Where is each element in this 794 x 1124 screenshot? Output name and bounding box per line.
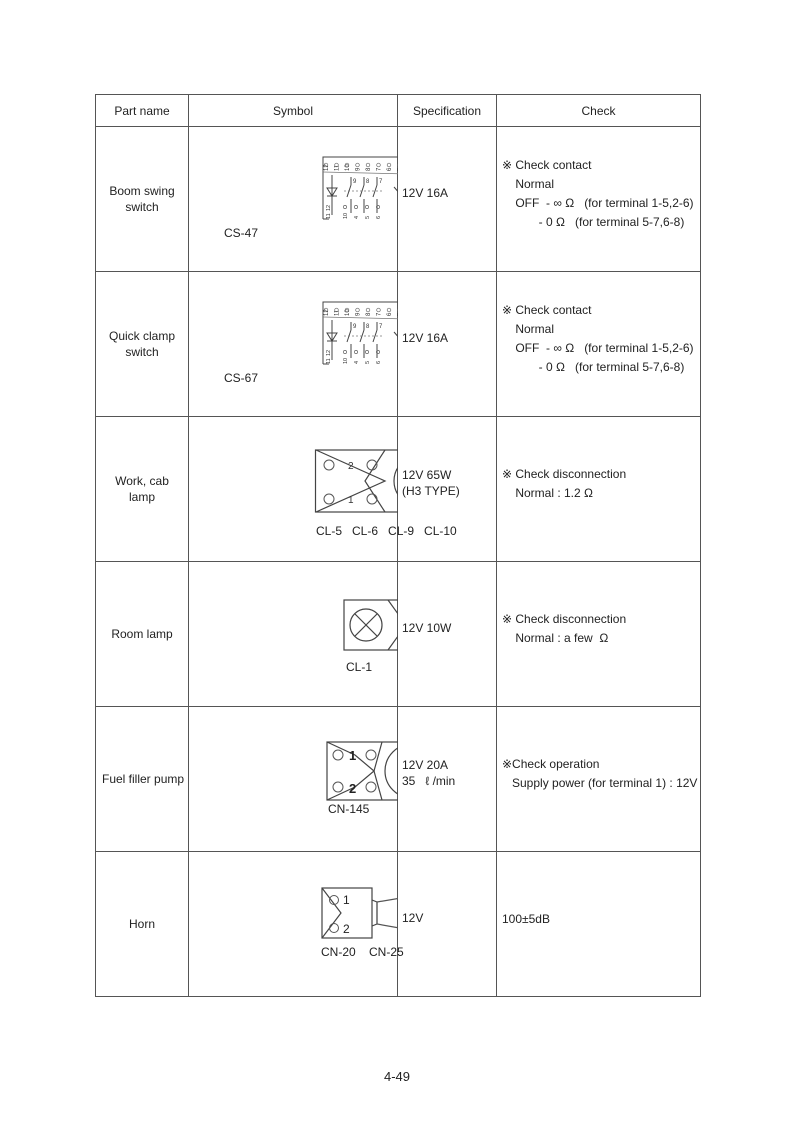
check-line: Normal xyxy=(502,177,555,191)
spec-cell xyxy=(398,417,497,562)
check-cell xyxy=(497,417,701,562)
work-lamp-symbol xyxy=(189,417,398,561)
pin-label: 1 xyxy=(343,893,350,907)
terminal-label: 11 xyxy=(326,358,332,364)
header-check: Check xyxy=(497,95,701,127)
check-line: 100±5dB xyxy=(502,911,550,926)
header-symbol: Symbol xyxy=(189,95,398,127)
pin-label: 1 xyxy=(348,495,354,506)
part-name-line: Fuel filler pump xyxy=(102,772,185,786)
spec-cell xyxy=(398,127,497,272)
table-row xyxy=(96,707,701,852)
part-name-line: Boom swing xyxy=(109,184,175,198)
terminal-label: 9 xyxy=(353,324,357,330)
symbol-label: CN-145 xyxy=(328,802,370,816)
symbol-label: CS-47 xyxy=(224,226,259,240)
terminal-label: 12 xyxy=(324,164,330,171)
part-name-cell xyxy=(96,272,189,417)
part-name-cell xyxy=(96,417,189,562)
terminal-pin xyxy=(377,308,381,312)
symbol-cell xyxy=(189,272,398,417)
check-line: Supply power (for terminal 1) : 12V xyxy=(502,776,698,790)
check-line: ※ Check disconnection xyxy=(502,612,627,626)
terminal-label: 11 xyxy=(334,309,341,316)
spec-cell xyxy=(398,562,497,707)
terminal-label: 6 xyxy=(387,312,393,316)
part-name-line: lamp xyxy=(128,490,155,504)
terminal-label: 10 xyxy=(343,212,349,219)
part-name-cell xyxy=(96,127,189,272)
spec-line: 35 ℓ /min xyxy=(402,774,456,788)
horn-symbol xyxy=(189,852,398,996)
symbol-cell xyxy=(189,562,398,707)
terminal-label: 8 xyxy=(366,312,372,316)
table-row xyxy=(96,127,701,272)
check-cell xyxy=(497,852,701,997)
terminal-label: 6 xyxy=(376,215,382,219)
spec-line: 12V xyxy=(402,911,424,925)
header-row xyxy=(96,95,701,127)
terminal-label: 4 xyxy=(354,360,360,364)
rocker-switch-symbol xyxy=(189,127,398,271)
check-cell xyxy=(497,562,701,707)
terminal-pin xyxy=(387,308,391,312)
check-line: - 0 Ω (for terminal 5-7,6-8) xyxy=(502,215,685,229)
part-name-cell xyxy=(96,562,189,707)
spec-line: 12V 10W xyxy=(402,621,452,635)
part-name-line: switch xyxy=(125,200,159,214)
check-line: ※ Check contact xyxy=(502,158,592,172)
terminal-label: 6 xyxy=(376,360,382,364)
terminal-pin xyxy=(356,308,360,312)
spec-line: 12V 20A xyxy=(402,758,449,772)
terminal-label: 8 xyxy=(366,167,372,171)
check-cell xyxy=(497,707,701,852)
terminal-label: 7 xyxy=(379,179,383,185)
lamp-icon xyxy=(394,456,398,506)
terminal-label: 5 xyxy=(365,360,371,364)
table-row xyxy=(96,417,701,562)
symbol-label: CL-1 xyxy=(346,660,373,674)
spec-line: 12V 16A xyxy=(402,331,449,345)
symbol-label: CN-20 CN-25 xyxy=(321,945,404,959)
terminal-label: 8 xyxy=(366,179,370,185)
table-row xyxy=(96,272,701,417)
part-name-line: Work, cab xyxy=(115,474,169,488)
terminal-label: 8 xyxy=(366,324,370,330)
terminal-label: 7 xyxy=(376,167,383,171)
check-line: - 0 Ω (for terminal 5-7,6-8) xyxy=(502,360,685,374)
motor-icon xyxy=(385,744,398,798)
pin-label: 2 xyxy=(343,922,350,936)
terminal-label: 6 xyxy=(387,167,393,171)
terminal-label: 12 xyxy=(326,349,332,356)
check-line: ※ Check contact xyxy=(502,303,592,317)
check-cell xyxy=(497,127,701,272)
terminal-label: 7 xyxy=(376,312,383,316)
terminal-label: 9 xyxy=(355,312,362,316)
check-line: ※Check operation xyxy=(502,757,600,771)
check-line: Normal : 1.2 Ω xyxy=(502,486,593,500)
part-name-line: Horn xyxy=(128,917,155,931)
rocker-switch-symbol xyxy=(189,272,398,416)
room-lamp-symbol xyxy=(189,562,398,706)
table-row xyxy=(96,852,701,997)
terminal-pin xyxy=(366,163,370,167)
spec-cell xyxy=(398,852,497,997)
terminal-label: 4 xyxy=(354,215,360,219)
terminal-pin xyxy=(366,308,370,312)
spec-line: 12V 65W xyxy=(402,468,452,482)
terminal-label: 10 xyxy=(345,309,351,316)
part-name-cell xyxy=(96,707,189,852)
check-line: Normal xyxy=(502,322,555,336)
terminal-label: 10 xyxy=(345,164,351,171)
terminal-pin xyxy=(387,163,391,167)
symbol-cell xyxy=(189,852,404,997)
pin-label: 2 xyxy=(349,781,357,796)
terminal-pin xyxy=(356,163,360,167)
part-name-line: Room lamp xyxy=(111,627,173,641)
terminal-label: 9 xyxy=(353,179,357,185)
spec-table xyxy=(95,94,701,997)
terminal-label xyxy=(398,167,399,171)
pin-label: 2 xyxy=(348,461,354,472)
fuel-pump-symbol xyxy=(189,707,398,851)
table-row xyxy=(96,562,701,707)
terminal-pin xyxy=(377,163,381,167)
page-number: 4-49 xyxy=(383,1069,411,1084)
terminal-label: 7 xyxy=(379,324,383,330)
header-specification: Specification xyxy=(398,95,497,127)
terminal-label: 11 xyxy=(326,213,332,219)
spec-line: 12V 16A xyxy=(402,186,449,200)
check-line: ※ Check disconnection xyxy=(502,467,627,481)
part-name-line: Quick clamp xyxy=(108,329,176,343)
symbol-cell xyxy=(189,707,398,852)
symbol-label: CS-67 xyxy=(224,371,259,385)
spec-line: (H3 TYPE) xyxy=(402,484,460,498)
horn-bell-icon xyxy=(377,890,398,934)
terminal-label: 9 xyxy=(355,167,362,171)
spec-cell xyxy=(398,707,497,852)
part-name-cell xyxy=(96,852,189,997)
check-line: OFF - ∞ Ω (for terminal 1-5,2-6) xyxy=(502,196,694,210)
check-line: OFF - ∞ Ω (for terminal 1-5,2-6) xyxy=(502,341,694,355)
terminal-label: 5 xyxy=(365,215,371,219)
terminal-label xyxy=(398,312,399,316)
spec-cell xyxy=(398,272,497,417)
terminal-label: 12 xyxy=(324,309,330,316)
pin-label: 1 xyxy=(349,748,357,763)
check-line: Normal : a few Ω xyxy=(502,631,609,645)
part-name-line: switch xyxy=(125,345,159,359)
terminal-label: 11 xyxy=(334,164,341,171)
symbol-label: CL-5 CL-6 CL-9 CL-10 xyxy=(316,524,457,538)
terminal-label: 12 xyxy=(326,204,332,211)
symbol-cell xyxy=(189,127,398,272)
check-cell xyxy=(497,272,701,417)
terminal-label: 10 xyxy=(343,357,349,364)
header-part-name: Part name xyxy=(96,95,189,127)
